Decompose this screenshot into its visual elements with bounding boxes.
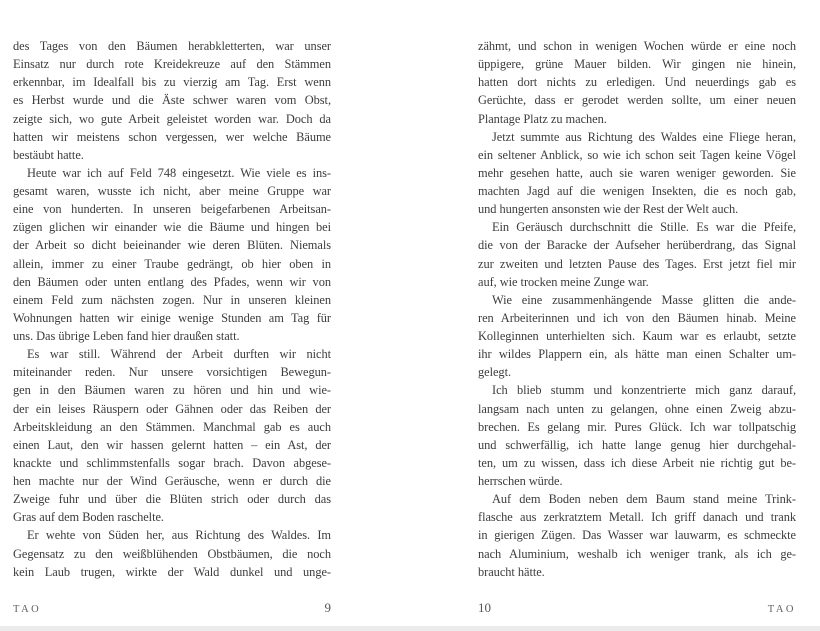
text-line: Heute war ich auf Feld 748 eingesetzt. Wie viele es ins- [27, 165, 331, 180]
text-line: Er wehte von Süden her, aus Richtung des Waldes. Im [27, 528, 331, 543]
text-line: miteinander reden. Nur unsere vorsichtigen Bewegun- [13, 365, 331, 380]
text-line: flasche aus zerkratztem Metall. Ich griff danach und trank [478, 510, 796, 525]
text-line: einem Feld zum nächsten zogen. Nur in unseren kleinen [13, 292, 331, 307]
text-line: Einsatz nur durch rote Kreidekreuze auf den Stämmen [13, 57, 331, 72]
right-page-text [478, 37, 796, 581]
left-page-footer [13, 600, 331, 616]
text-line: uns. Das übrige Leben fand hier draußen statt. [13, 329, 240, 343]
text-line: in gierigen Zügen. Das Wasser war lauwarm, es schmeckte [478, 528, 796, 543]
running-title-left: TAO [13, 604, 42, 615]
text-line: zähmt, und schon in wenigen Wochen würde er eine noch [478, 39, 796, 53]
text-line: Es war still. Während der Arbeit durften wir nicht [27, 347, 331, 362]
text-line: Auf dem Boden neben dem Baum stand meine Trink- [492, 492, 796, 507]
text-line: ten, um zu wissen, dass ich diese Arbeit nie richtig gut be- [478, 455, 796, 470]
text-line: des Tages von den Bäumen herabkletterten, war unser [13, 39, 331, 53]
left-page-text [13, 37, 331, 581]
text-line: herrschen würde. [478, 474, 563, 488]
text-line: Kolleginnen unterhielten sich. Kaum war es erlaubt, setzte [478, 329, 796, 343]
text-line: Wohnungen hatten wir einige wenige Stunden am Tag für [13, 310, 331, 325]
text-line: brechen. Es gelang mir. Pures Glück. Ich war tollpatschig [478, 419, 796, 434]
text-line: hen machte nur der Wind Geräusche, wenn er durch die [13, 474, 331, 488]
text-line: einen Laut, den wir hassen gelernt hatten – ein Ast, der [13, 437, 331, 452]
text-line: üppigere, grüne Mauer bilden. Wir gingen nie hinein, [478, 57, 796, 72]
text-line: zur zweiten und letzten Pause des Tages. Erst jetzt fiel mir [478, 256, 796, 271]
text-line: Gras auf dem Boden raschelte. [13, 510, 164, 525]
running-title-right: TAO [767, 604, 796, 615]
text-line: es Herbst wurde und die Äste schwer waren vom Obst, [13, 93, 331, 108]
text-line: langsam nach unten zu gelangen, ohne einen Zweig abzu- [478, 401, 796, 416]
text-line: hatten dort nichts zu erledigen. Und neuerdings gab es [478, 75, 796, 90]
text-line: knackte und schlimmstenfalls sogar brach. Davon abgese- [13, 455, 331, 470]
right-page [410, 0, 820, 631]
text-line: Jetzt summte aus Richtung des Waldes eine Fliege heran, [492, 129, 796, 144]
text-line: mehr gesehen hatte, auch sie waren weniger geworden. Sie [478, 165, 796, 180]
text-line: allein, immer zu einer Traube gedrängt, ob hier oben in [13, 256, 331, 271]
text-line: ein seltener Anblick, so wie ich schon seit Tagen keine Vögel [478, 147, 796, 162]
text-line: gesamt waren, wusste ich nicht, aber meine Gruppe war [13, 184, 331, 198]
text-line: der Arbeit so dicht beieinander wie deren Blüten. Niemals [13, 238, 331, 253]
text-line: die von der Baracke der Aufseher herüberdrang, das Signal [478, 238, 796, 253]
text-line: kein Laub trugen, wirkte der Wald dunkel und unge- [13, 564, 331, 579]
text-line: zeigte sich, wo gute Arbeit geleistet worden war. Doch da [13, 111, 331, 126]
text-line: ihr wildes Plappern ein, als hätte man einen Schalter um- [478, 347, 796, 362]
text-line: Ein Geräusch durchschnitt die Stille. Es war die Pfeife, [492, 220, 796, 235]
text-line: zügen glichen wir einander wie die Bäume und hingen bei [13, 220, 331, 235]
text-line: Plantage Platz zu machen. [478, 111, 607, 126]
text-line: braucht hätte. [478, 564, 545, 579]
right-page-footer [478, 600, 796, 616]
text-line: erkennbar, im Idealfall bis zu vierzig am Tag. Erst wenn [13, 75, 331, 90]
page-bottom-edge [0, 626, 820, 631]
text-line: Gerüchte, dass er gerodet werden sollte, um einer neuen [478, 93, 796, 108]
text-line: den Bäumen oder unten entlang des Pfades, wenn wir von [13, 274, 331, 289]
text-line: Arbeitskleidung an den Stämmen. Manchmal gab es auch [13, 419, 331, 434]
text-line: ren Arbeiterinnen und ich von den Bäumen hinab. Meine [478, 310, 796, 325]
text-line: eine von hunderten. In unseren beigefarbenen Arbeitsan- [13, 202, 331, 217]
text-line: machten Jagd auf die wenigen Insekten, die es noch gab, [478, 184, 796, 198]
page-number-left: 9 [324, 600, 331, 615]
text-line: und hungerten ansonsten wie der Rest der Welt auch. [478, 202, 739, 217]
text-line: Wie eine zusammenhängende Masse glitten die ande- [492, 292, 796, 307]
text-line: Ich blieb stumm und konzentrierte mich ganz darauf, [492, 383, 796, 398]
text-line: und schwerfällig, ich hatte lange genug hier durchgehal- [478, 437, 796, 452]
text-line: bestäubt hatte. [13, 147, 84, 162]
text-line: Gegensatz zu den weißblühenden Obstbäumen, die noch [13, 546, 331, 561]
text-line: Zweige fuhr und über die Blüten strich oder durch das [13, 492, 331, 507]
page-number-right: 10 [478, 600, 491, 615]
text-line: gelegt. [478, 365, 512, 380]
text-line: gen in den Bäumen waren zu hören und hin und wie- [13, 383, 331, 398]
text-line: auf, wie trocken meine Zunge war. [478, 274, 649, 289]
text-line: hatten wir meistens schon vergessen, wer welche Bäume [13, 129, 331, 144]
text-line: der ein leises Räuspern oder Gähnen oder das Reiben der [13, 401, 331, 416]
text-line: nach Aluminium, weshalb ich weniger trank, als ich ge- [478, 546, 796, 561]
